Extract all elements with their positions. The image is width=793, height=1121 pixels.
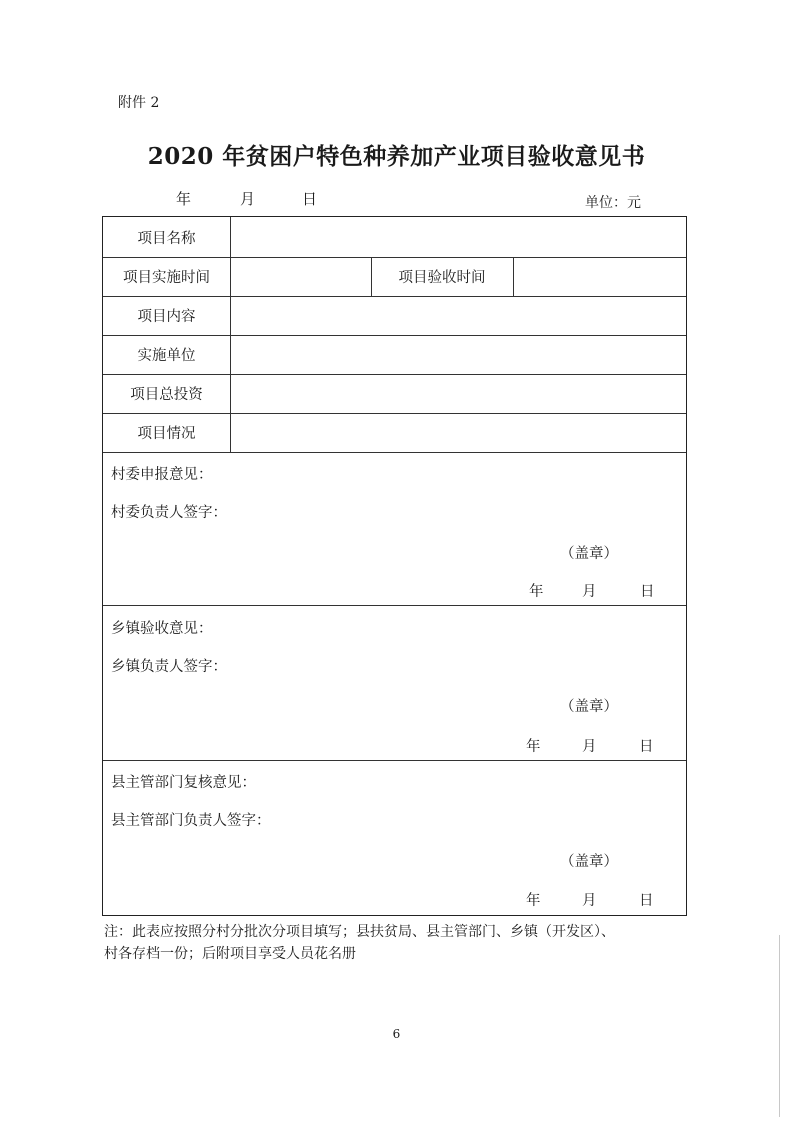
project-name-label: 项目名称 bbox=[137, 231, 196, 247]
township-date-day: 日 bbox=[639, 739, 654, 755]
county-seal-label: （盖章） bbox=[560, 854, 618, 870]
project-situation-label: 项目情况 bbox=[137, 426, 196, 442]
village-date-day: 日 bbox=[640, 584, 655, 600]
total-investment-label: 项目总投资 bbox=[130, 387, 203, 403]
page-title: 2020 年贫困户特色种养加产业项目验收意见书 bbox=[147, 143, 646, 170]
township-opinion-label: 乡镇验收意见： bbox=[111, 621, 213, 637]
implementing-unit-label: 实施单位 bbox=[137, 348, 196, 364]
county-date-month: 月 bbox=[582, 893, 597, 909]
scan-edge-line bbox=[779, 935, 780, 1117]
implementation-time-field[interactable] bbox=[231, 258, 370, 295]
county-date-day: 日 bbox=[639, 893, 654, 909]
row-divider bbox=[103, 452, 686, 453]
unit-label: 单位：元 bbox=[585, 195, 641, 211]
project-content-field[interactable] bbox=[231, 297, 685, 334]
total-investment-field[interactable] bbox=[231, 375, 685, 412]
project-name-field[interactable] bbox=[231, 218, 685, 256]
header-date-year: 年 bbox=[176, 190, 192, 208]
village-seal-label: （盖章） bbox=[560, 546, 618, 562]
header-date-day: 日 bbox=[302, 190, 318, 208]
county-signature-label: 县主管部门负责人签字： bbox=[111, 813, 271, 829]
village-signature-label: 村委负责人签字： bbox=[111, 505, 227, 521]
implementing-unit-field[interactable] bbox=[231, 336, 685, 373]
county-opinion-label: 县主管部门复核意见： bbox=[111, 775, 256, 791]
header-date-month: 月 bbox=[240, 190, 256, 208]
section-divider bbox=[103, 760, 686, 761]
county-date-year: 年 bbox=[526, 893, 541, 909]
section-divider bbox=[103, 605, 686, 606]
acceptance-time-field[interactable] bbox=[514, 258, 685, 295]
village-date-month: 月 bbox=[582, 584, 597, 600]
township-date-year: 年 bbox=[526, 739, 541, 755]
footnote-line-1: 注：此表应按照分村分批次分项目填写；县扶贫局、县主管部门、乡镇（开发区）、 bbox=[104, 924, 615, 940]
project-situation-field[interactable] bbox=[231, 414, 685, 451]
village-date-year: 年 bbox=[529, 584, 544, 600]
acceptance-time-label: 项目验收时间 bbox=[398, 270, 486, 286]
footnote-line-2: 村各存档一份；后附项目享受人员花名册 bbox=[104, 946, 356, 962]
village-opinion-label: 村委申报意见： bbox=[111, 467, 213, 483]
attachment-label: 附件 2 bbox=[118, 95, 160, 111]
project-content-label: 项目内容 bbox=[137, 309, 196, 325]
township-signature-label: 乡镇负责人签字： bbox=[111, 659, 227, 675]
implementation-time-label: 项目实施时间 bbox=[123, 270, 210, 286]
page-number: 6 bbox=[392, 1027, 401, 1041]
township-seal-label: （盖章） bbox=[560, 699, 618, 715]
township-date-month: 月 bbox=[582, 739, 597, 755]
acceptance-form bbox=[102, 216, 687, 916]
